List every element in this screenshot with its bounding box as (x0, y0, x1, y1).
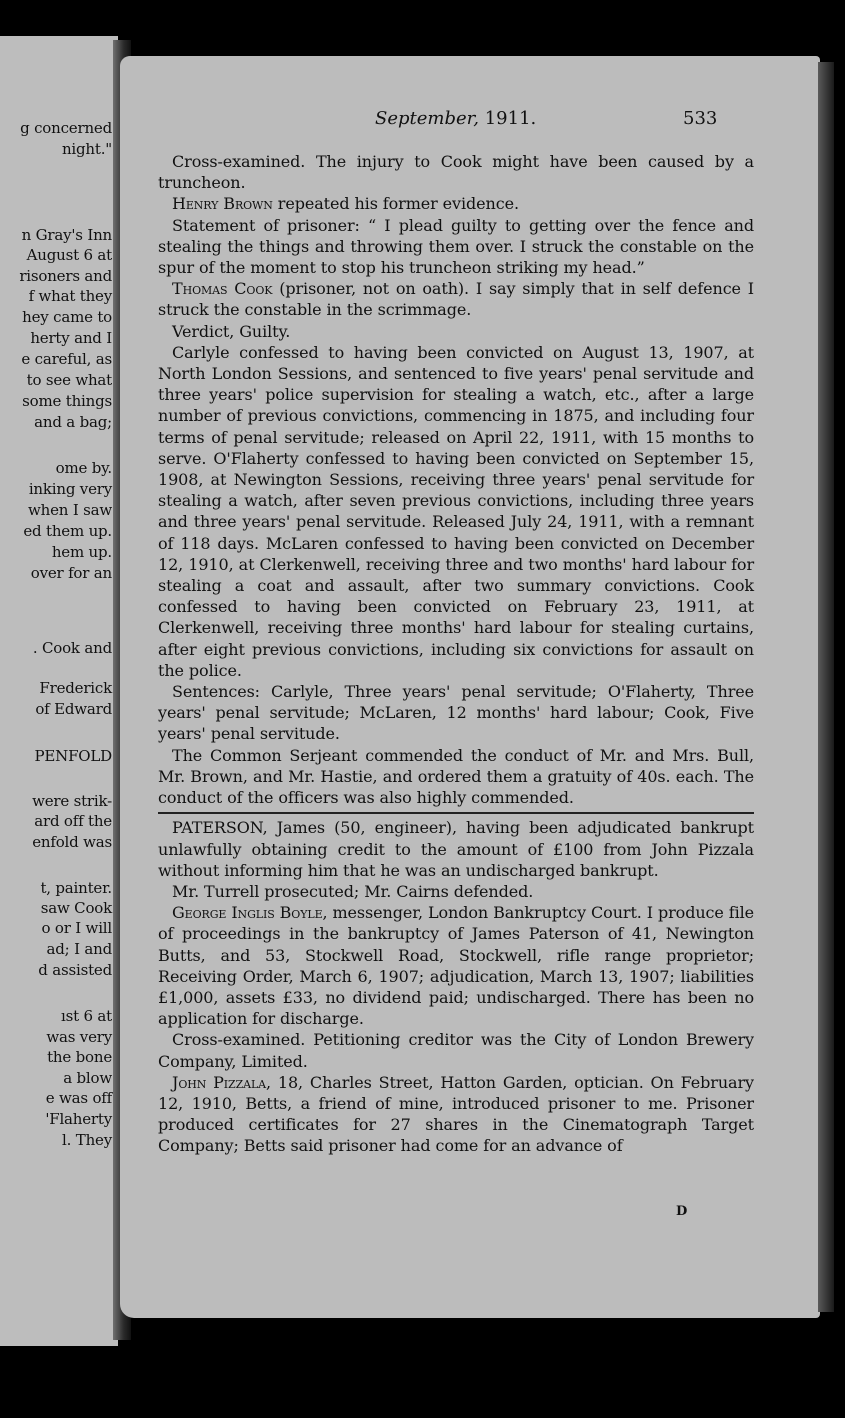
page-edge (818, 62, 834, 1312)
facing-page-line: t, painter. (40, 879, 112, 897)
paragraph-text: Verdict, Guilty. (172, 321, 291, 341)
paragraph-text: Statement of prisoner: “ I plead guilty to getting over the fence and stealing the things and throwing them over. I struck the constable on the spur of the moment to stop his truncheon striking my head.” (158, 215, 754, 278)
facing-page-line: of Edward (35, 700, 112, 718)
facing-page-line: when I saw (28, 501, 112, 519)
facing-page-line: d assisted (38, 961, 112, 979)
facing-page-line: hey came to (22, 308, 112, 326)
facing-page-line: over for an (30, 564, 112, 582)
paragraph (158, 1029, 754, 1071)
facing-page-line: ome by. (55, 459, 112, 477)
facing-page-line: ıst 6 at (61, 1007, 112, 1025)
facing-page-line: August 6 at (26, 246, 112, 264)
facing-page-line: was very (46, 1028, 112, 1046)
witness-name: Thomas Cook (172, 279, 273, 299)
paragraph (158, 342, 754, 681)
facing-page-line: hem up. (51, 543, 112, 561)
facing-page-line: . Cook and (32, 639, 112, 657)
body-text (158, 151, 754, 1157)
facing-page-line: n Gray's Inn (21, 226, 112, 244)
running-head-year: 1911. (484, 108, 537, 129)
paragraph-text: , 18, Charles Street, Hatton Garden, optician. On February 12, 1910, Betts, a friend of mine, introduced prisoner to me. Prisoner produced certificates for 27 shares in the Cinematograph Target Company; Betts said prisoner had come for an advance of (158, 1072, 754, 1156)
facing-page-line: l. They (62, 1131, 112, 1149)
facing-page-line: o or I will (41, 919, 112, 937)
paragraph (158, 745, 754, 809)
facing-page-line: herty and I (30, 329, 112, 347)
facing-page-line: Frederick (39, 679, 112, 697)
catchword: D (676, 1204, 688, 1219)
facing-page-fragment (0, 36, 118, 1346)
facing-page-line: f what they (28, 287, 112, 305)
paragraph-text: , messenger, London Bankruptcy Court. I produce file of proceedings in the bankruptcy of James Paterson of 41, Newington Butts, and 53, Stockwell Road, Stockwell, rifle range proprietor; Receiving Order, March 6, 1907; adjudication, March 13, 1907; liabilities £1,000, assets £33, no dividend paid; undischarged. There has been no application for discharge. (158, 903, 754, 1029)
page-header (120, 108, 820, 134)
facing-page-line: to see what (26, 371, 112, 389)
paragraph (158, 1072, 754, 1157)
paragraph-text: Carlyle confessed to having been convicted on August 13, 1907, at North London Sessions, and sentenced to five years' penal servitude and three years' police supervision for stealing a watch, etc., after a large number of previous convictions, commencing in 1875, and including four terms of penal servitude; released on April 22, 1911, with 15 months to serve. O'Flaherty confessed to having been convicted on September 15, 1908, at Newington Sessions, receiving three years' penal servitude for stealing a watch, after seven previous convictions, including three years and three years' penal servitude. Released July 24, 1911, with a remnant of 118 days. McLaren confessed to having been convicted on December 12, 1910, at Clerkenwell, receiving three and two months' hard labour for stealing a coat and assault, after two summary convictions. Cook confessed to having been convicted on February 23, 1911, at Clerkenwell, receiving three months' hard labour for stealing curtains, after eight previous convictions, including six convictions for assault on the police. (158, 342, 754, 680)
witness-name: George Inglis Boyle (172, 903, 323, 923)
facing-page-line: saw Cook (40, 899, 112, 917)
facing-page-line: e careful, as (21, 350, 112, 368)
facing-page-line: PENFOLD (34, 747, 112, 765)
facing-page-line: inking very (28, 480, 112, 498)
paragraph (158, 881, 754, 902)
facing-page-line: g concerned (20, 119, 112, 137)
paragraph-text: repeated his former evidence. (272, 194, 519, 214)
facing-page-line: the bone (47, 1048, 112, 1066)
witness-name: John Pizzala (172, 1072, 267, 1092)
facing-page-line: ard off the (34, 812, 112, 830)
paragraph (158, 151, 754, 193)
page (120, 56, 820, 1318)
running-head: September, 1911. (375, 108, 537, 129)
facing-page-line: night." (61, 140, 112, 158)
witness-name: Henry Brown (172, 194, 273, 214)
paragraph (158, 321, 754, 342)
facing-page-line: were strik- (32, 792, 112, 810)
facing-page-line: risoners and (19, 267, 112, 285)
facing-page-line: some things (22, 392, 112, 410)
paragraph-text: The Common Serjeant commended the conduct of Mr. and Mrs. Bull, Mr. Brown, and Mr. Hastie, and ordered them a gratuity of 40s. each. The conduct of the officers was also highly commended. (158, 745, 754, 808)
paragraph-text: PATERSON, James (50, engineer), having been adjudicated bankrupt unlawfully obtaining credit to the amount of £100 from John Pizzala without informing him that he was an undischarged bankrupt. (158, 818, 754, 880)
paragraph (158, 193, 754, 214)
facing-page-line: 'Flaherty (45, 1110, 112, 1128)
paragraph-text: Sentences: Carlyle, Three years' penal servitude; O'Flaherty, Three years' penal servitude; McLaren, 12 months' hard labour; Cook, Five years' penal servitude. (158, 682, 754, 744)
paragraph-text: Mr. Turrell prosecuted; Mr. Cairns defended. (172, 881, 534, 901)
facing-page-line: ad; I and (46, 940, 112, 958)
paragraph (158, 817, 754, 881)
facing-page-line: a blow (63, 1069, 112, 1087)
paragraph-text: Cross-examined. The injury to Cook might have been caused by a truncheon. (158, 152, 754, 193)
facing-page-line: and a bag; (34, 413, 112, 431)
paragraph (158, 215, 754, 279)
paragraph-text: (prisoner, not on oath). I say simply that in self defence I struck the constable in the scrimmage. (158, 279, 754, 320)
paragraph (158, 278, 754, 320)
paragraph (158, 681, 754, 745)
paragraph (158, 902, 754, 1029)
facing-page-line: ed them up. (23, 522, 112, 540)
paragraph-text: Cross-examined. Petitioning creditor was the City of London Brewery Company, Limited. (158, 1030, 754, 1071)
page-number: 533 (683, 108, 718, 129)
facing-page-line: e was off (45, 1089, 112, 1107)
section-rule (158, 812, 754, 814)
facing-page-line: enfold was (32, 833, 112, 851)
